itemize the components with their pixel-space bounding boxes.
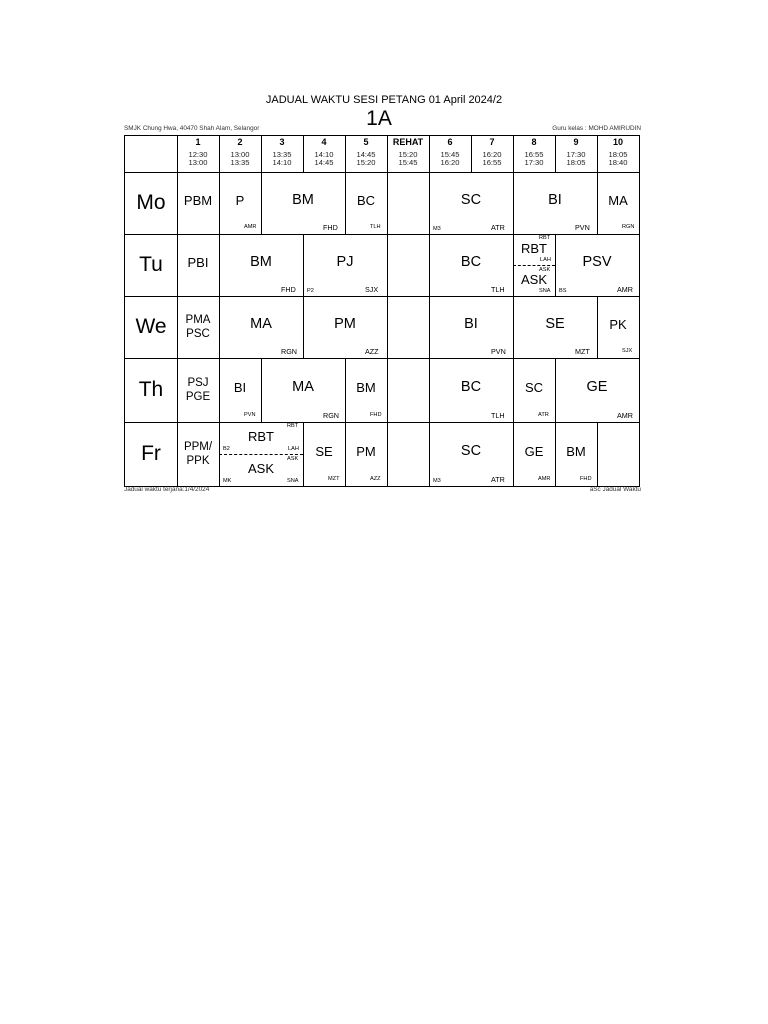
- lesson-subject: RBT: [248, 429, 274, 444]
- lesson-group: RBT: [539, 235, 551, 241]
- lesson-subject: ASK: [520, 272, 547, 287]
- period-end-time: 13:00: [188, 158, 208, 167]
- lesson-teacher: FHD: [580, 476, 592, 482]
- period-end-time: 15:45: [398, 158, 418, 167]
- lesson-subject: PM: [334, 316, 356, 332]
- lesson-teacher: SJX: [365, 285, 379, 294]
- period-start-time: 16:20: [482, 150, 502, 159]
- lesson-subject: PPM/: [183, 441, 213, 453]
- period-end-time: 16:55: [482, 158, 502, 167]
- lesson-teacher: AMR: [244, 224, 257, 230]
- period-number: 3: [279, 137, 285, 147]
- lesson-room: BS: [559, 288, 567, 294]
- period-start-time: 14:45: [356, 150, 376, 159]
- lesson-teacher: TLH: [491, 285, 505, 294]
- period-end-time: 15:20: [356, 158, 376, 167]
- class-name: 1A: [366, 107, 392, 130]
- period-number: REHAT: [392, 137, 424, 147]
- lesson-teacher: PVN: [244, 412, 256, 418]
- lesson-teacher: AZZ: [365, 347, 379, 356]
- lesson-teacher: ATR: [491, 475, 505, 484]
- grid-line-horizontal: [125, 422, 639, 423]
- period-number: 1: [195, 137, 201, 147]
- lesson-teacher: FHD: [323, 223, 338, 232]
- period-end-time: 16:20: [440, 158, 460, 167]
- lesson-group: ASK: [287, 456, 299, 462]
- lesson-teacher: PVN: [491, 347, 506, 356]
- period-start-time: 18:05: [608, 150, 628, 159]
- lesson-room: P2: [307, 288, 314, 294]
- lesson-room: M3: [433, 478, 441, 484]
- lesson-teacher: LAH: [540, 257, 551, 263]
- lesson-teacher: RGN: [622, 224, 635, 230]
- lesson-subject: SE: [545, 316, 565, 332]
- grid-line-horizontal: [125, 358, 639, 359]
- lesson-teacher: MZT: [328, 476, 340, 482]
- lesson-subject: ASK: [247, 461, 274, 476]
- generated-date: Jadual waktu terjana:1/4/2024: [124, 486, 210, 493]
- lesson-teacher: LAH: [288, 446, 299, 452]
- grid-line-horizontal: [125, 172, 639, 173]
- group-divider: [513, 265, 555, 266]
- lesson-subject: BI: [233, 380, 247, 395]
- lesson-subject: PBM: [183, 193, 213, 208]
- lesson-subject: PSV: [582, 254, 612, 270]
- lesson-teacher: FHD: [281, 285, 296, 294]
- period-number: 9: [573, 137, 579, 147]
- day-label: Tu: [139, 253, 163, 276]
- lesson-teacher: AZZ: [370, 476, 381, 482]
- lesson-subject: PK: [609, 317, 627, 332]
- lesson-subject: PBI: [187, 255, 209, 270]
- lesson-subject: BM: [356, 380, 376, 395]
- lesson-group: RBT: [287, 423, 299, 429]
- period-number: 5: [363, 137, 369, 147]
- lesson-subject: BM: [566, 444, 586, 459]
- lesson-subject: PPK: [186, 455, 210, 467]
- grid-line-horizontal: [125, 234, 639, 235]
- period-start-time: 17:30: [566, 150, 586, 159]
- lesson-teacher: AMR: [617, 285, 633, 294]
- grid-line-vertical: [639, 422, 640, 486]
- lesson-subject: PM: [356, 444, 376, 459]
- lesson-teacher: MZT: [575, 347, 590, 356]
- lesson-teacher: SNA: [287, 478, 299, 484]
- class-teacher: Guru kelas : MOHD AMIRUDIN: [552, 125, 641, 132]
- lesson-subject: PGE: [185, 391, 211, 403]
- period-end-time: 14:45: [314, 158, 334, 167]
- lesson-subject: BC: [460, 254, 482, 270]
- lesson-subject: BC: [460, 379, 482, 395]
- period-start-time: 12:30: [188, 150, 208, 159]
- lesson-teacher: ATR: [538, 412, 549, 418]
- lesson-teacher: FHD: [370, 412, 382, 418]
- timetable-grid: [124, 135, 640, 487]
- lesson-teacher: RGN: [281, 347, 297, 356]
- lesson-room: B2: [223, 446, 230, 452]
- period-start-time: 13:00: [230, 150, 250, 159]
- page-title: JADUAL WAKTU SESI PETANG 01 April 2024/2: [265, 94, 503, 106]
- period-number: 8: [531, 137, 537, 147]
- lesson-teacher: AMR: [617, 411, 633, 420]
- period-start-time: 16:55: [524, 150, 544, 159]
- lesson-subject: SC: [524, 380, 544, 395]
- period-number: 2: [237, 137, 243, 147]
- period-start-time: 14:10: [314, 150, 334, 159]
- day-label: We: [135, 315, 167, 338]
- lesson-teacher: TLH: [370, 224, 381, 230]
- lesson-subject: P: [235, 193, 245, 208]
- lesson-subject: BM: [292, 192, 314, 208]
- day-label: Th: [138, 378, 164, 401]
- period-end-time: 18:05: [566, 158, 586, 167]
- lesson-subject: MA: [608, 193, 628, 208]
- lesson-subject: PJ: [336, 254, 354, 270]
- lesson-teacher: SNA: [539, 288, 551, 294]
- lesson-subject: GE: [524, 444, 544, 459]
- day-label: Mo: [136, 191, 166, 214]
- period-start-time: 15:45: [440, 150, 460, 159]
- period-number: 10: [612, 137, 623, 147]
- lesson-subject: SE: [315, 444, 333, 459]
- lesson-teacher: AMR: [538, 476, 551, 482]
- lesson-subject: SC: [460, 192, 482, 208]
- lesson-teacher: RGN: [323, 411, 339, 420]
- lesson-subject: BI: [548, 192, 562, 208]
- period-end-time: 14:10: [272, 158, 292, 167]
- period-number: 7: [489, 137, 495, 147]
- lesson-subject: PSJ: [187, 377, 209, 389]
- lesson-subject: MA: [250, 316, 272, 332]
- period-start-time: 13:35: [272, 150, 292, 159]
- lesson-subject: BC: [356, 193, 376, 208]
- period-start-time: 15:20: [398, 150, 418, 159]
- lesson-teacher: TLH: [491, 411, 505, 420]
- period-end-time: 13:35: [230, 158, 250, 167]
- period-end-time: 18:40: [608, 158, 628, 167]
- lesson-teacher: SJX: [622, 348, 633, 354]
- lesson-subject: BM: [250, 254, 272, 270]
- period-number: 4: [321, 137, 327, 147]
- lesson-teacher: ATR: [491, 223, 505, 232]
- lesson-room: MK: [223, 478, 232, 484]
- lesson-teacher: PVN: [575, 223, 590, 232]
- app-credit: aSc Jadual Waktu: [589, 486, 641, 493]
- group-divider: [219, 454, 303, 455]
- period-number: 6: [447, 137, 453, 147]
- lesson-subject: MA: [292, 379, 314, 395]
- lesson-room: M3: [433, 226, 441, 232]
- lesson-subject: RBT: [521, 241, 547, 256]
- lesson-group: ASK: [539, 267, 551, 273]
- period-end-time: 17:30: [524, 158, 544, 167]
- grid-line-horizontal: [125, 296, 639, 297]
- lesson-subject: GE: [586, 379, 608, 395]
- day-label: Fr: [141, 442, 161, 465]
- lesson-subject: PMA: [185, 314, 211, 326]
- school-address: SMJK Chung Hwa, 40470 Shah Alam, Selangor: [124, 125, 260, 132]
- lesson-subject: PSC: [186, 328, 210, 340]
- lesson-subject: SC: [460, 443, 482, 459]
- lesson-subject: BI: [464, 316, 478, 332]
